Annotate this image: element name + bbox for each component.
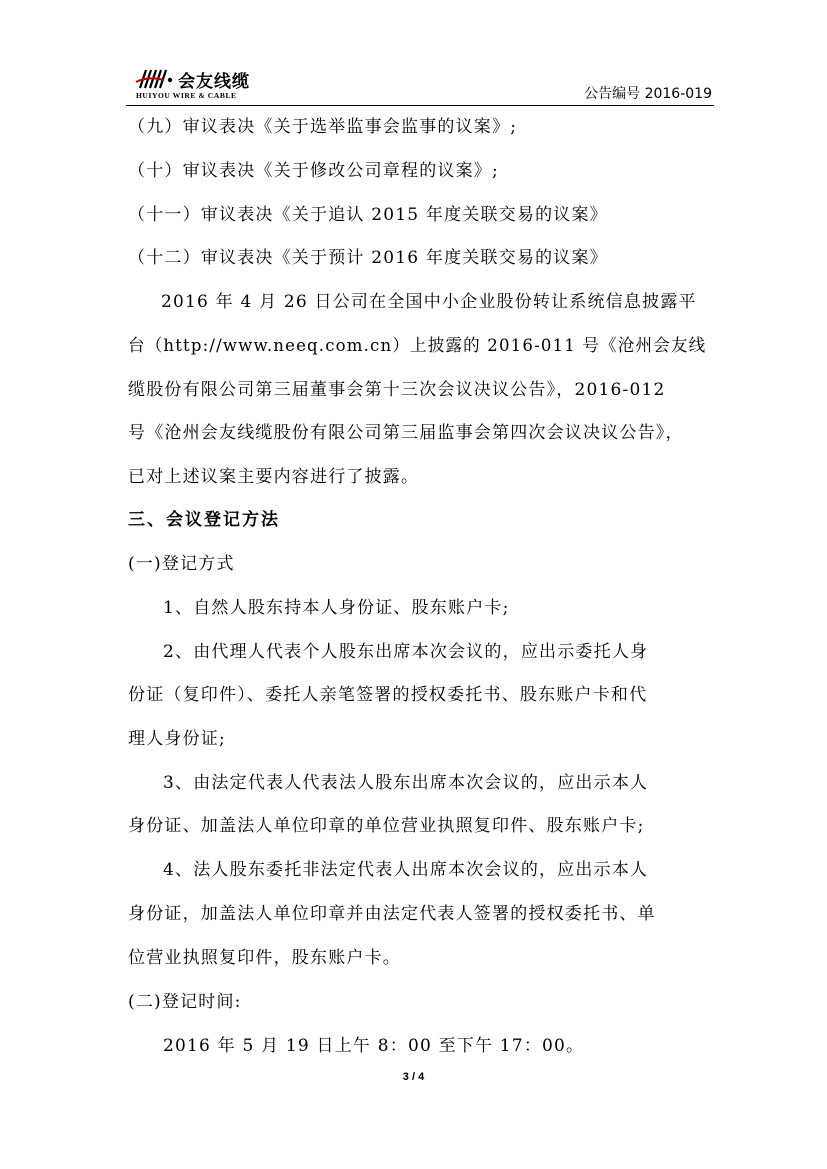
- page-number: 3 / 4: [402, 1071, 425, 1083]
- page-header: [126, 66, 714, 106]
- paragraph-line: 台（http://www.neeq.com.cn）上披露的 2016-011 号《沧州会友线: [128, 336, 707, 356]
- header-divider: [126, 105, 714, 106]
- list-item: 4、法人股东委托非法定代表人出席本次会议的，应出示本人: [163, 860, 649, 880]
- list-item-continuation: 身份证、加盖法人单位印章的单位营业执照复印件、股东账户卡;: [128, 816, 645, 836]
- agenda-item-11: （十一）审议表决《关于追认 2015 年度关联交易的议案》: [128, 205, 608, 225]
- list-item-continuation: 身份证，加盖法人单位印章并由法定代表人签署的授权委托书、单: [128, 904, 656, 924]
- company-logo: [134, 68, 334, 100]
- logo-cn-text: 会友线缆: [178, 72, 250, 92]
- paragraph-line: 缆股份有限公司第三届董事会第十三次会议决议公告》，2016-012: [128, 380, 666, 400]
- subsection-heading: (二)登记时间:: [128, 992, 242, 1012]
- list-item-continuation: 份证（复印件）、委托人亲笔签署的授权委托书、股东账户卡和代: [128, 685, 648, 705]
- list-item-continuation: 位营业执照复印件，股东账户卡。: [128, 948, 401, 968]
- registration-time: 2016 年 5 月 19 日上午 8：00 至下午 17：00。: [163, 1036, 585, 1056]
- subsection-heading: (一)登记方式: [128, 554, 235, 574]
- agenda-item-9: （九）审议表决《关于选举监事会监事的议案》;: [128, 117, 518, 137]
- list-item: 1、自然人股东持本人身份证、股东账户卡;: [163, 598, 510, 618]
- logo-mark-icon: [134, 68, 174, 90]
- logo-en-text: HUIYOU WIRE & CABLE: [136, 91, 237, 100]
- list-item-continuation: 理人身份证;: [128, 729, 226, 749]
- paragraph-line: 2016 年 4 月 26 日公司在全国中小企业股份转让系统信息披露平: [161, 292, 697, 312]
- announcement-number: 公告编号 2016-019: [584, 86, 712, 102]
- list-item: 2、由代理人代表个人股东出席本次会议的，应出示委托人身: [163, 642, 649, 662]
- agenda-item-12: （十二）审议表决《关于预计 2016 年度关联交易的议案》: [128, 248, 608, 268]
- paragraph-line: 已对上述议案主要内容进行了披露。: [128, 467, 420, 487]
- paragraph-line: 号《沧州会友线缆股份有限公司第三届监事会第四次会议决议公告》，: [128, 423, 684, 443]
- agenda-item-10: （十）审议表决《关于修改公司章程的议案》;: [128, 161, 499, 181]
- section-heading: 三、会议登记方法: [128, 510, 280, 530]
- list-item: 3、由法定代表人代表法人股东出席本次会议的，应出示本人: [163, 773, 649, 793]
